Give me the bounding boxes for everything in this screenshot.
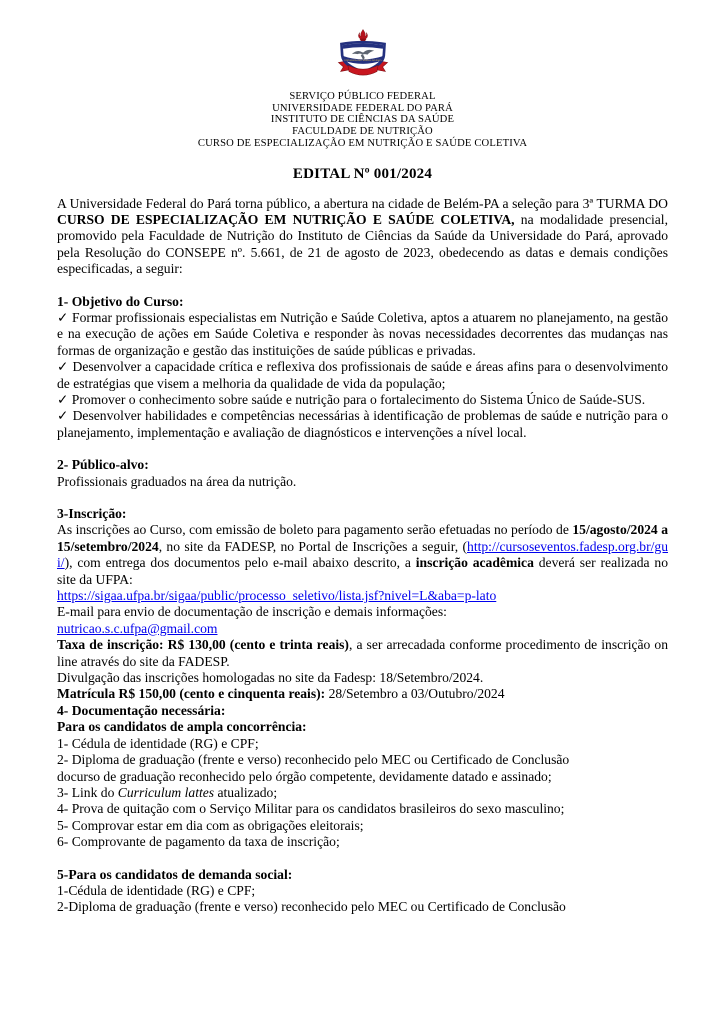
ufpa-coat-of-arms-icon — [335, 28, 391, 88]
section-3-heading — [57, 506, 668, 522]
institution-line-4: FACULDADE DE NUTRIÇÃO — [292, 126, 433, 138]
matricula-line — [57, 686, 668, 702]
text-run: 1- Objetivo do Curso: — [57, 293, 184, 309]
text-run: As inscrições ao Curso, com emissão de boleto para pagamento serão efetuadas no período de — [57, 522, 573, 538]
document-body — [57, 196, 668, 916]
text-run: 3-Inscrição: — [57, 506, 127, 522]
document-header — [57, 28, 668, 183]
hyperlink[interactable]: http://cursoseventos.fadesp.org.br/gui/ — [57, 538, 668, 571]
objective-item — [57, 408, 668, 441]
institution-line-2: UNIVERSIDADE FEDERAL DO PARÁ — [272, 102, 453, 114]
text-run: 6- Comprovante de pagamento da taxa de inscrição; — [57, 834, 340, 850]
text-run: Divulgação das inscrições homologadas no site da Fadesp: 18/Setembro/2024. — [57, 670, 484, 686]
document-title: EDITAL Nº 001/2024 — [292, 165, 433, 182]
text-run: deverá ser realizada no site da UFPA: — [57, 555, 668, 587]
text-run: 3- Link do — [57, 784, 118, 800]
spacer — [57, 490, 668, 506]
institution-line-5: CURSO DE ESPECIALIZAÇÃO EM NUTRIÇÃO E SAÚDE COLETIVA — [197, 137, 528, 149]
doc-item — [57, 736, 668, 752]
text-run: 4- Prova de quitação com o Serviço Militar para os candidatos brasileiros do sexo masculino; — [57, 801, 565, 817]
spacer — [57, 441, 668, 457]
objective-item — [57, 392, 668, 408]
text-run: Matrícula R$ 150,00 (cento e cinquenta reais): — [57, 686, 326, 702]
text-run: 4- Documentação necessária: — [57, 702, 226, 718]
text-run: ✓ Promover o conhecimento sobre saúde e nutrição para o fortalecimento do Sistema Único de Saúde-SUS. — [57, 391, 646, 407]
text-run: docurso de graduação reconhecido pelo órgão competente, devidamente datado e assinado; — [57, 768, 552, 784]
text-run: 2- Diploma de graduação (frente e verso) reconhecido pelo MEC ou Certificado de Conclusão — [57, 752, 570, 768]
ampla-concorrencia-subheading — [57, 719, 668, 735]
institution-line-1: SERVIÇO PÚBLICO FEDERAL — [289, 91, 436, 102]
text-run: 1- Cédula de identidade (RG) e CPF; — [57, 735, 259, 751]
section-4-heading — [57, 703, 668, 719]
text-run: Para os candidatos de ampla concorrência: — [57, 719, 307, 735]
text-run: Curriculum lattes — [117, 784, 215, 800]
fee-paragraph — [57, 637, 668, 670]
hyperlink[interactable]: nutricao.s.c.ufpa@gmail.com — [57, 620, 218, 636]
email-label-line — [57, 604, 668, 620]
text-run: A Universidade Federal do Pará torna público, a abertura na cidade de Belém-PA a seleção para 3ª TURMA DO — [57, 195, 668, 211]
text-run: inscrição acadêmica — [415, 555, 534, 571]
section-1-heading — [57, 294, 668, 310]
text-run: , no site da FADESP, no Portal de Inscrições a seguir, ( — [158, 538, 468, 554]
text-run: E-mail para envio de documentação de inscrição e demais informações: — [57, 604, 447, 620]
spacer — [57, 851, 668, 867]
text-run: 2- Público-alvo: — [57, 457, 149, 473]
text-run: ✓ Formar profissionais especialistas em Nutrição e Saúde Coletiva, aptos a atuarem no planejamento, na gestão e na execução de ações em Saúde Coletiva e responder às novas necessidades decorrentes das mudanças nas formas de organização e gestão das instituições de saúde públicas e privadas. — [57, 309, 668, 358]
section-5-heading — [57, 867, 668, 883]
doc-item — [57, 899, 668, 915]
intro-paragraph — [57, 196, 668, 278]
text-run: , a ser arrecadada conforme procedimento de inscrição on line através do site da FADESP. — [57, 637, 668, 669]
objective-item — [57, 359, 668, 392]
section-2-heading — [57, 457, 668, 473]
doc-item — [57, 785, 668, 801]
text-run: ✓ Desenvolver habilidades e competências necessárias à identificação de problemas de saúde e nutrição para o planejamento, implementação e avaliação de diagnósticos e intervenções a nível local. — [57, 408, 668, 440]
text-run: ✓ Desenvolver a capacidade crítica e reflexiva dos profissionais de saúde e áreas afins para o desenvolvimento de estratégias que visem a melhoria da qualidade de vida da população; — [57, 359, 668, 391]
text-run: ), com entrega dos documentos pelo e-mail abaixo descrito, a — [64, 555, 416, 571]
target-audience-text — [57, 474, 668, 490]
hyperlink[interactable]: https://sigaa.ufpa.br/sigaa/public/processo_seletivo/lista.jsf?nivel=L&aba=p-lato — [57, 588, 497, 604]
spacer — [57, 278, 668, 294]
enrollment-paragraph — [57, 522, 668, 588]
text-run: 2-Diploma de graduação (frente e verso) reconhecido pelo MEC ou Certificado de Conclusão — [57, 899, 566, 915]
text-run: 5-Para os candidatos de demanda social: — [57, 866, 293, 882]
text-run: 15/agosto/2024 a 15/setembro/2024 — [57, 522, 668, 554]
text-run: Taxa de inscrição: R$ 130,00 (cento e trinta reais) — [57, 637, 349, 653]
text-run: Profissionais graduados na área da nutrição. — [57, 473, 297, 489]
text-run: atualizado; — [214, 784, 278, 800]
objective-item — [57, 310, 668, 359]
doc-item — [57, 752, 668, 785]
homologation-line — [57, 670, 668, 686]
text-run: na modalidade presencial, promovido pela Faculdade de Nutrição do Instituto de Ciências da Saúde da Universidade do Pará, aprovado pela Resolução do CONSEPE nº. 5.661, de 21 de agosto de 2023, obedecendo as datas e demais condições especificadas, a seguir: — [57, 211, 668, 277]
doc-item — [57, 801, 668, 817]
institution-line-3: INSTITUTO DE CIÊNCIAS DA SAÚDE — [270, 114, 455, 126]
text-run: 28/Setembro a 03/Outubro/2024 — [325, 686, 505, 702]
text-run: 5- Comprovar estar em dia com as obrigações eleitorais; — [57, 817, 364, 833]
doc-item — [57, 818, 668, 834]
doc-item — [57, 883, 668, 899]
text-run: CURSO DE ESPECIALIZAÇÃO EM NUTRIÇÃO E SAÚDE COLETIVA, — [57, 211, 515, 227]
sigaa-link-line — [57, 588, 668, 604]
doc-item — [57, 834, 668, 850]
text-run: 1-Cédula de identidade (RG) e CPF; — [57, 882, 256, 898]
svg-text:UNIVERSIDADE FEDERAL DO PARÁ: UNIVERSIDADE FEDERAL DO PARÁ — [343, 60, 382, 63]
email-link-line — [57, 621, 668, 637]
